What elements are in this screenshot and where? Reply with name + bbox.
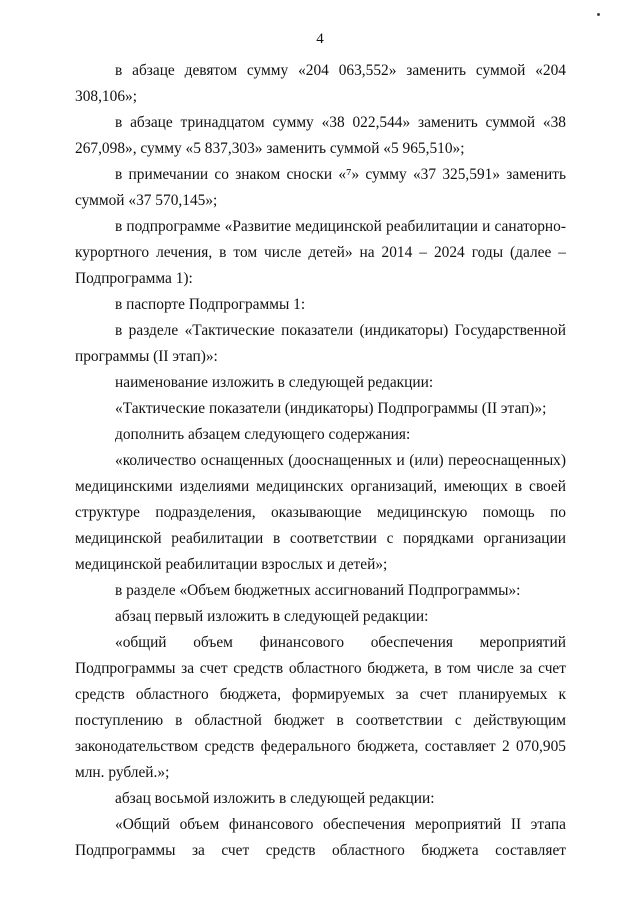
paragraph: в абзаце тринадцатом сумму «38 022,544» заменить суммой «38 267,098», сумму «5 837,303» заменить суммой «5 965,510»; xyxy=(75,114,566,157)
paragraph: «количество оснащенных (дооснащенных и (или) переоснащенных) медицинскими изделиями медицинских организаций, имеющих в своей структуре подразделения, оказывающие медицинскую помощь по медицинской реабилитации в соответствии с порядками организации медицинской реабилитации взрослых и детей»; xyxy=(75,452,566,573)
scan-speck xyxy=(597,13,600,16)
paragraph: в подпрограмме «Развитие медицинской реабилитации и санаторно-курортного лечения, в том числе детей» на 2014 – 2024 годы (далее – Подпрограмма 1): xyxy=(75,218,566,287)
paragraph: в паспорте Подпрограммы 1: xyxy=(115,296,306,313)
paragraph: «Тактические показатели (индикаторы) Подпрограммы (II этап)»; xyxy=(115,400,547,417)
paragraph: абзац первый изложить в следующей редакции: xyxy=(115,608,429,625)
page-number: 4 xyxy=(316,31,324,47)
document-body xyxy=(75,58,566,864)
paragraph: в разделе «Объем бюджетных ассигнований Подпрограммы»: xyxy=(115,582,521,599)
paragraph: в абзаце девятом сумму «204 063,552» заменить суммой «204 308,106»; xyxy=(75,62,566,105)
paragraph: в разделе «Тактические показатели (индикаторы) Государственной программы (II этап)»: xyxy=(75,322,566,365)
paragraph: в примечании со знаком сноски «⁷» сумму «37 325,591» заменить суммой «37 570,145»; xyxy=(75,166,566,209)
paragraph: дополнить абзацем следующего содержания: xyxy=(115,426,411,443)
paragraph: «общий объем финансового обеспечения мероприятий Подпрограммы за счет средств областного бюджета, в том числе за счет средств областного бюджета, формируемых за счет планируемых к поступлению в областной бюджет в соответствии с действующим законодательством средств федерального бюджета, составляет 2 070,905 млн. рублей.»; xyxy=(75,634,566,781)
paragraph: «Общий объем финансового обеспечения мероприятий II этапа Подпрограммы за счет средств областного бюджета составляет xyxy=(75,816,566,859)
paragraph: абзац восьмой изложить в следующей редакции: xyxy=(115,790,435,807)
paragraph: наименование изложить в следующей редакции: xyxy=(115,374,434,391)
